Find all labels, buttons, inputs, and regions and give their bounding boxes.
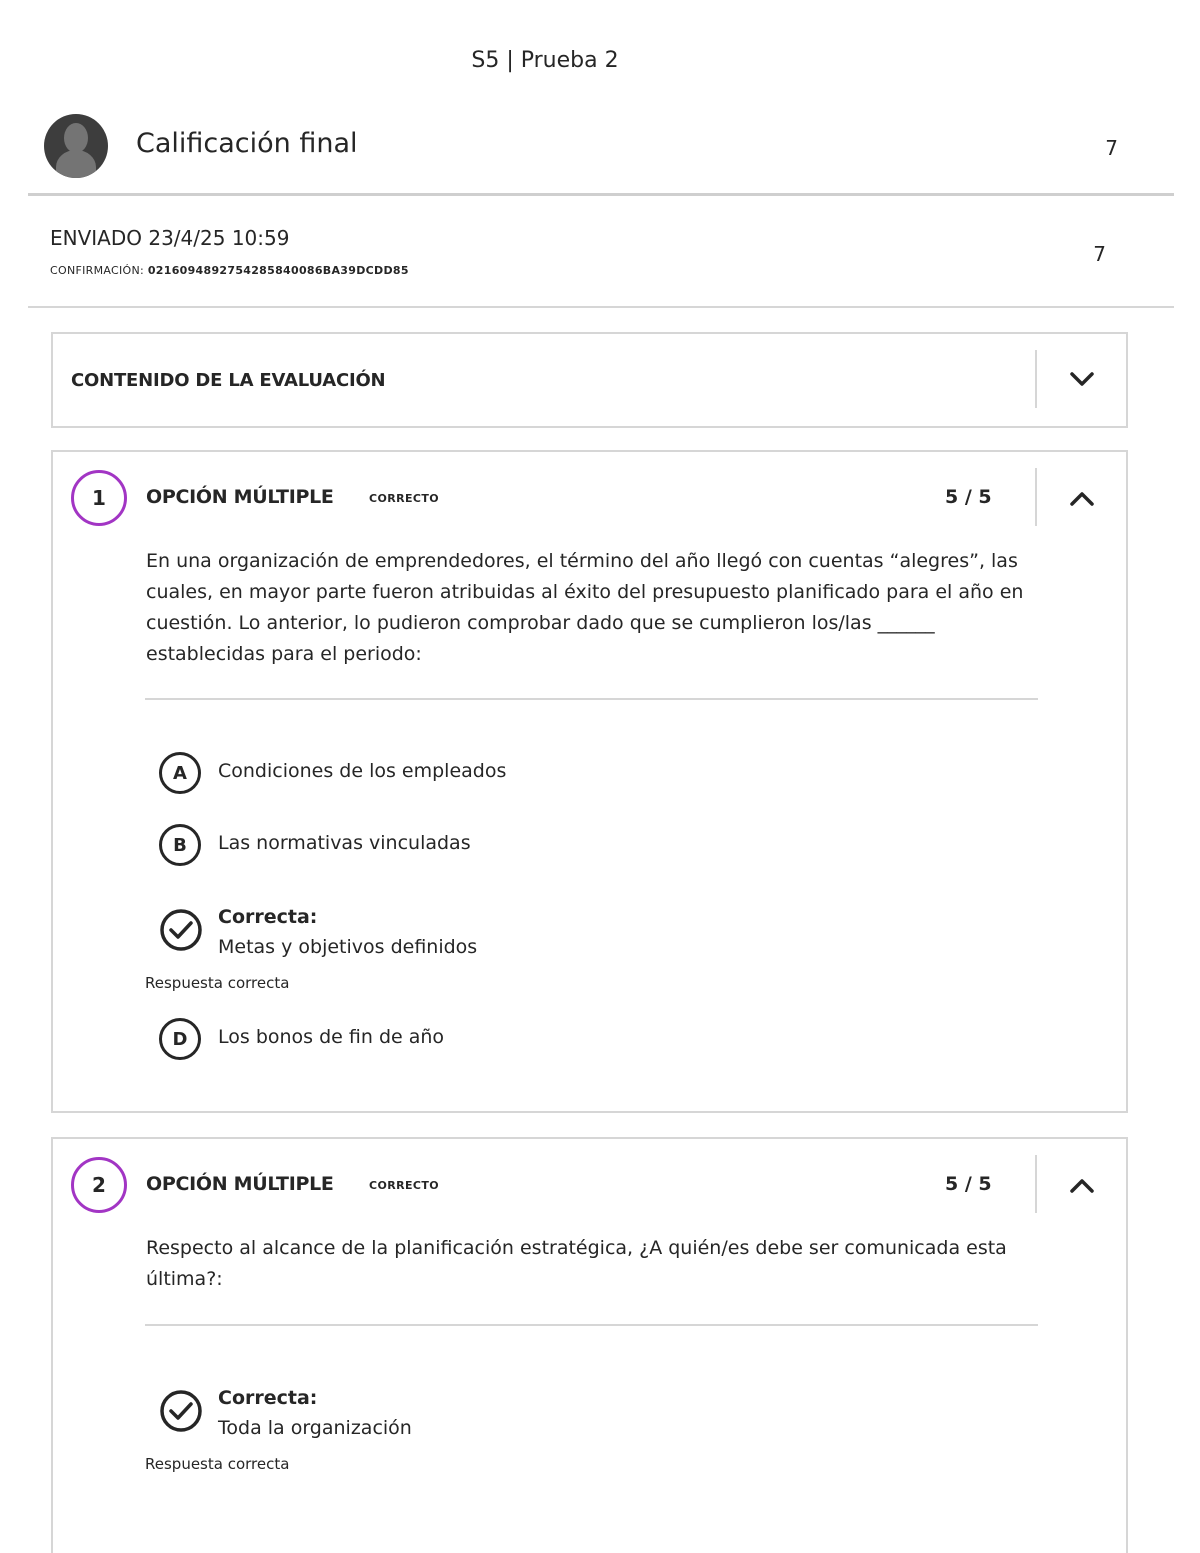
question-text: En una organización de emprendedores, el término del año llegó con cuentas “alegres”, las cuales, en mayor parte fueron atribuidas al éxito del presupuesto planificado para el año en cuestión. Lo anterior, lo pudieron comprobar dado que se cumplieron los/las ______ establecidas para el periodo: (146, 550, 1024, 665)
option-text: Metas y objetivos definidos (218, 936, 478, 958)
confirmation (50, 264, 409, 277)
answer-note: Respuesta correcta (145, 974, 290, 992)
chevron-up-icon[interactable] (1069, 1173, 1095, 1199)
page-title: S5 | Prueba 2 (471, 48, 619, 73)
question-score: 5 / 5 (945, 1173, 992, 1195)
assessment-content-label: CONTENIDO DE LA EVALUACIÓN (71, 370, 386, 391)
chevron-up-icon[interactable] (1069, 486, 1095, 512)
answer-note: Respuesta correcta (145, 1455, 290, 1473)
final-grade-value: 7 (1105, 136, 1118, 160)
question-score: 5 / 5 (945, 486, 992, 508)
question-number: 2 (71, 1157, 127, 1213)
confirmation-code: 0216094892754285840086BA39DCDD85 (147, 264, 409, 277)
question-divider (1035, 468, 1037, 526)
option-text: Los bonos de fin de año (218, 1026, 445, 1048)
option-letter-a: A (159, 752, 201, 794)
question-divider (1035, 1155, 1037, 1213)
check-circle-icon (159, 1389, 203, 1433)
option-text: Condiciones de los empleados (218, 760, 507, 782)
final-grade-row (28, 112, 1174, 196)
question-text: Respecto al alcance de la planificación estratégica, ¿A quién/es debe ser comunicada esta última?: (146, 1237, 1007, 1290)
submission-row (28, 198, 1174, 308)
option-letter-b: B (159, 824, 201, 866)
option-text: Las normativas vinculadas (218, 832, 471, 854)
submitted-date: ENVIADO 23/4/25 10:59 (50, 226, 290, 250)
correct-label: Correcta: (218, 1387, 318, 1409)
confirmation-label: CONFIRMACIÓN: (50, 264, 145, 277)
avatar (44, 114, 108, 178)
header-divider (1035, 350, 1037, 408)
option-text: Toda la organización (218, 1417, 412, 1439)
question-separator (145, 698, 1038, 700)
assessment-content-header[interactable] (51, 332, 1128, 428)
option-letter-d: D (159, 1018, 201, 1060)
question-card (51, 1137, 1128, 1553)
chevron-down-icon[interactable] (1069, 366, 1095, 392)
question-type: OPCIÓN MÚLTIPLE (146, 1173, 334, 1195)
question-separator (145, 1324, 1038, 1326)
question-status: CORRECTO (369, 1179, 440, 1192)
submission-score: 7 (1093, 242, 1106, 266)
correct-label: Correcta: (218, 906, 318, 928)
final-grade-label: Calificación final (136, 128, 358, 159)
check-circle-icon (159, 908, 203, 952)
question-number: 1 (71, 470, 127, 526)
question-status: CORRECTO (369, 492, 440, 505)
question-type: OPCIÓN MÚLTIPLE (146, 486, 334, 508)
question-card (51, 450, 1128, 1113)
